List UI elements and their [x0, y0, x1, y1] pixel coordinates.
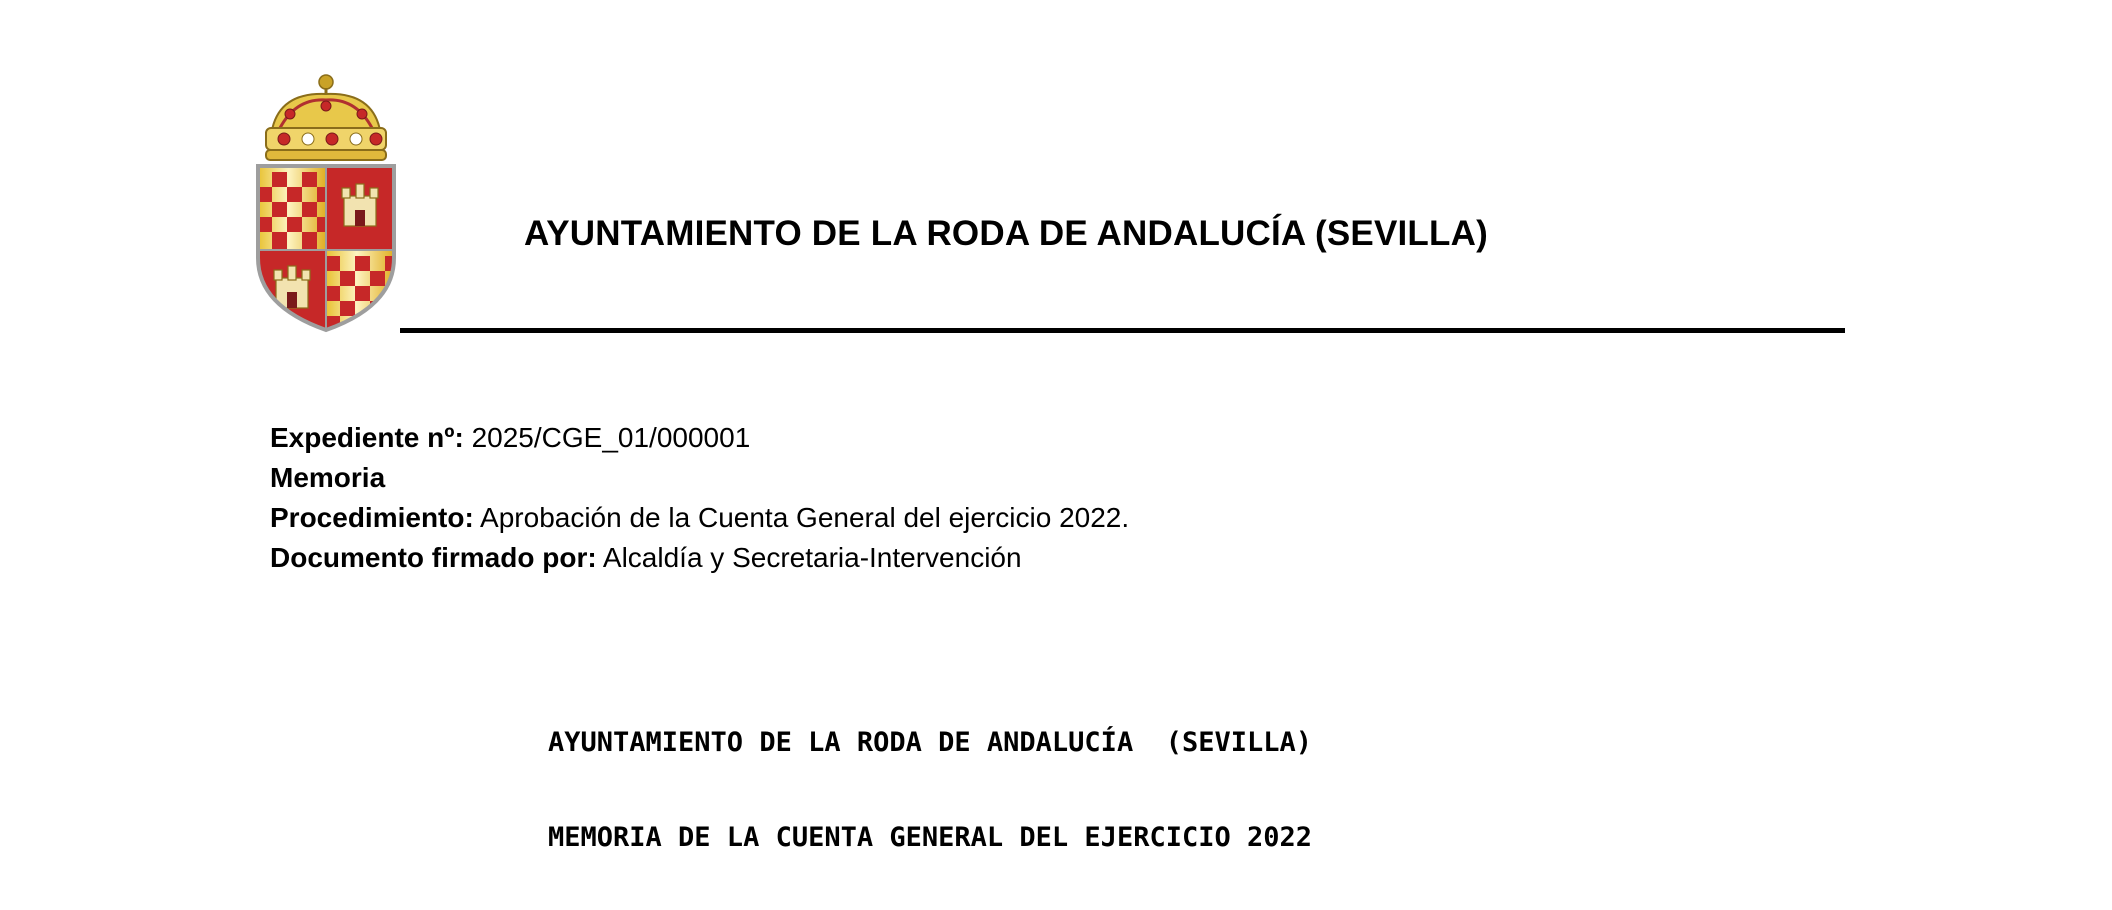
- document-header: [0, 0, 2112, 300]
- coat-of-arms-icon: [236, 68, 416, 336]
- document-metadata: [270, 418, 1129, 578]
- metadata-value: 2025/CGE_01/000001: [463, 422, 751, 453]
- metadata-label: Expediente nº:: [270, 422, 464, 453]
- metadata-label: Memoria: [270, 462, 386, 493]
- metadata-row-firmado-por: [270, 538, 1129, 578]
- metadata-row-memoria: [270, 458, 1129, 498]
- header-divider: [400, 328, 1845, 333]
- document-body: [548, 695, 1312, 885]
- body-heading-memoria: MEMORIA DE LA CUENTA GENERAL DEL EJERCICIO 2022: [548, 822, 1313, 853]
- metadata-row-procedimiento: [270, 498, 1129, 538]
- metadata-value: Aprobación de la Cuenta General del ejercicio 2022.: [473, 502, 1130, 533]
- metadata-value: Alcaldía y Secretaria-Intervención: [596, 542, 1022, 573]
- metadata-label: Procedimiento:: [270, 502, 474, 533]
- body-heading-entity: AYUNTAMIENTO DE LA RODA DE ANDALUCÍA (SEVILLA): [548, 727, 1313, 758]
- page-title: AYUNTAMIENTO DE LA RODA DE ANDALUCÍA (SEVILLA): [524, 214, 1488, 253]
- metadata-label: Documento firmado por:: [270, 542, 597, 573]
- metadata-row-expediente: [270, 418, 1129, 458]
